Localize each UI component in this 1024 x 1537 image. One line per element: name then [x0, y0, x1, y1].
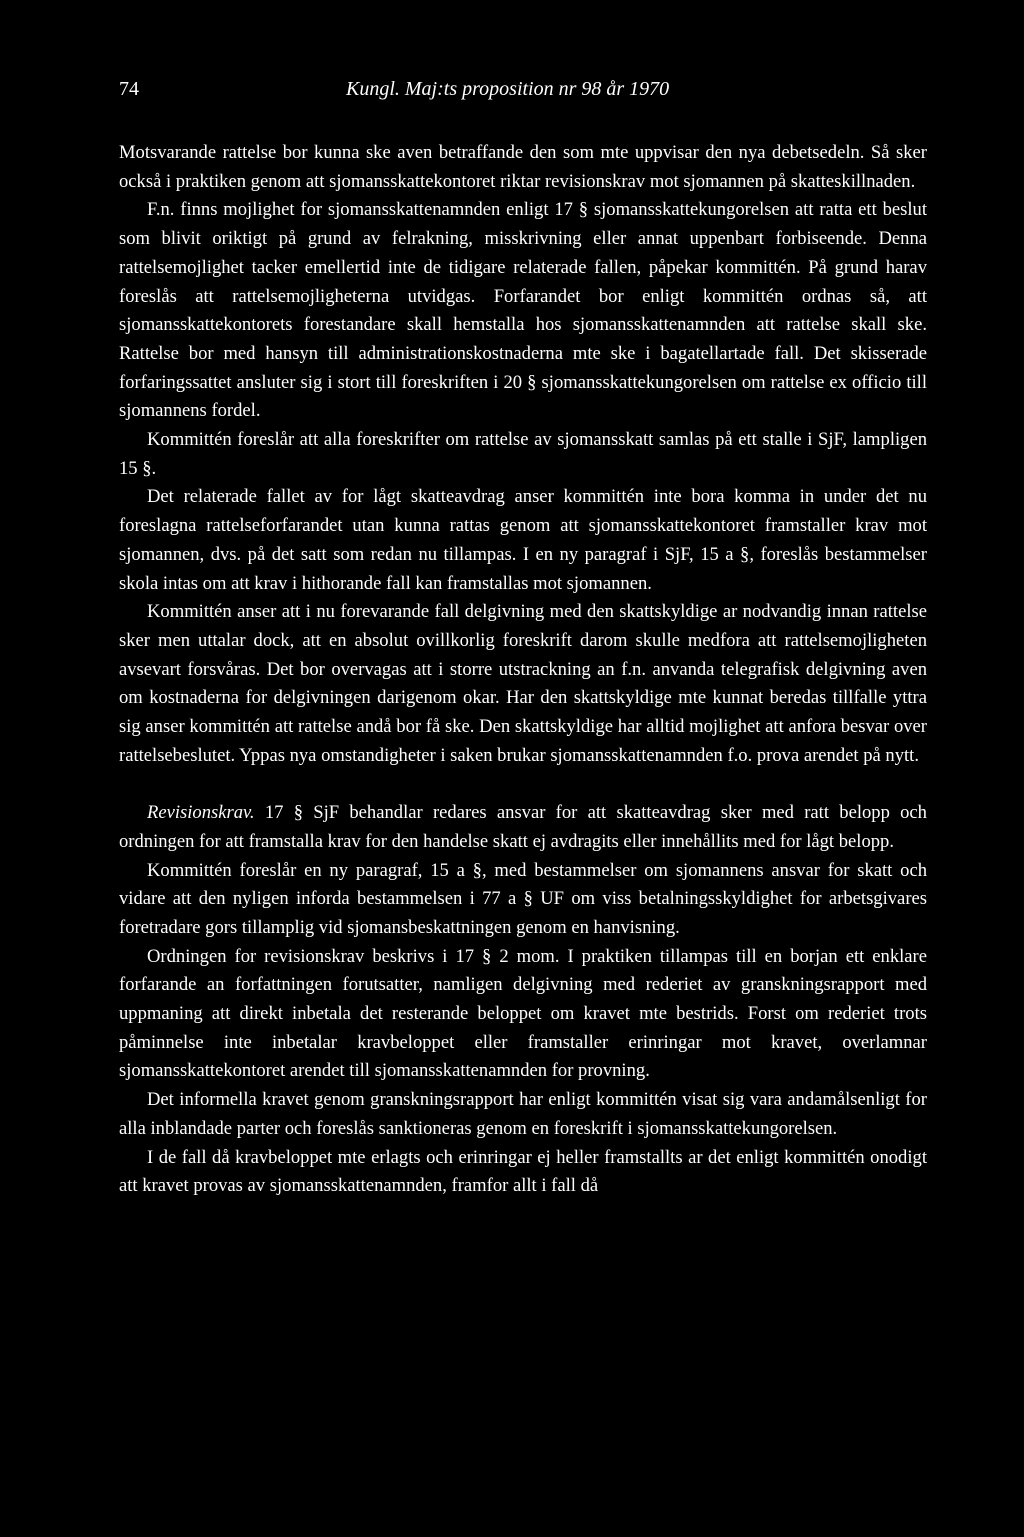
body-text [119, 139, 927, 1201]
running-title: Kungl. Maj:ts proposition nr 98 år 1970 [346, 78, 670, 100]
paragraph: Det informella kravet genom granskningsrapport har enligt kommittén visat sig vara andamålsenligt for alla inblandade parter och foreslås sanktioneras genom en foreskrift i sjomansskattekungorelsen. [119, 1089, 927, 1139]
paragraph: Kommittén foreslår att alla foreskrifter om rattelse av sjomansskatt samlas på ett stalle i SjF, lampligen 15 §. [119, 429, 927, 479]
page-number: 74 [119, 78, 139, 100]
paragraph: Kommittén foreslår en ny paragraf, 15 a §, med bestammelser om sjomannens ansvar for skatt och vidare att den nyligen inforda bestammelsen i 77 a § UF om viss betalningsskyldighet for arbetsgivares foretradare gors tillamplig vid sjomansbeskattningen genom en hanvisning. [119, 859, 927, 938]
revision-section-paragraph [119, 799, 927, 856]
paragraph: F.n. finns mojlighet for sjomansskattenamnden enligt 17 § sjomansskattekungorelsen att ratta ett beslut som blivit oriktigt på grund av felrakning, misskrivning eller annat uppenbart forbiseende. Denna rattelsemojlighet tacker emellertid inte de tidigare relaterade fallen, påpekar kommittén. På grund harav foreslås att rattelsemojligheterna utvidgas. Forfarandet bor enligt kommittén ordnas så, att sjomansskattekontorets forestandare skall hemstalla hos sjomansskattenamnden att rattelse skall ske. Rattelse bor med hansyn till administrationskostnaderna mte ske i bagatellartade fall. Det skisserade forfaringssattet ansluter sig i stort till foreskriften i 20 § sjomansskattekungorelsen om rattelse ex officio till sjomannens fordel. [119, 199, 927, 422]
section-first-paragraph-text: 17 § SjF behandlar redares ansvar for att skatteavdrag sker med ratt belopp och ordningen for att framstalla krav for den handelse skatt ej avdragits eller innehållits med for lågt belopp. [119, 802, 927, 852]
paragraph: Det relaterade fallet av for lågt skatteavdrag anser kommittén inte bora komma in under det nu foreslagna rattelseforfarandet utan kunna rattas genom att sjomansskattekontoret framstaller krav mot sjomannen, dvs. på det satt som redan nu tillampas. I en ny paragraf i SjF, 15 a §, foreslås bestammelser skola intas om att krav i hithorande fall kan framstallas mot sjomannen. [119, 486, 927, 594]
page-header [119, 78, 859, 108]
section-heading: Revisionskrav. [147, 802, 255, 824]
paragraph: I de fall då kravbeloppet mte erlagts och erinringar ej heller framstallts ar det enligt kommittén onodigt att kravet provas av sjomansskattenamnden, framfor allt i fall då [119, 1146, 927, 1197]
paragraph: Kommittén anser att i nu forevarande fall delgivning med den skattskyldige ar nodvandig innan rattelse sker men uttalar dock, att en absolut ovillkorlig foreskrift darom skulle medfora att rattelsemojligheten avsevart forsvåras. Det bor overvagas att i storre utstrackning an f.n. anvanda telegrafisk delgivning aven om kostnaderna for delgivningen darigenom okar. Har den skattskyldige mte kunnat beredas tillfalle yttra sig anser kommittén att rattelse andå bor få ske. Den skattskyldige har alltid mojlighet att anfora besvar over rattelsebeslutet. Yppas nya omstandigheter i saken brukar sjomansskattenamnden f.o. prova arendet på nytt. [119, 601, 927, 766]
paragraph: Motsvarande rattelse bor kunna ske aven betraffande den som mte uppvisar den nya debetsedeln. Så sker också i praktiken genom att sjomansskattekontoret riktar revisionskrav mot sjomannen på skatteskillnaden. [119, 142, 927, 192]
paragraph: Ordningen for revisionskrav beskrivs i 17 § 2 mom. I praktiken tillampas till en borjan ett enklare forfarande an forfattningen forutsatter, namligen delgivning med rederiet av granskningsrapport med uppmaning att direkt inbetala det resterande beloppet om kravet mte bestrids. Forst om rederiet trots påminnelse inte inbetalar kravbeloppet eller framstaller erinringar mot kravet, overlamnar sjomansskattekontoret arendet till sjomansskattenamnden for provning. [119, 945, 927, 1082]
